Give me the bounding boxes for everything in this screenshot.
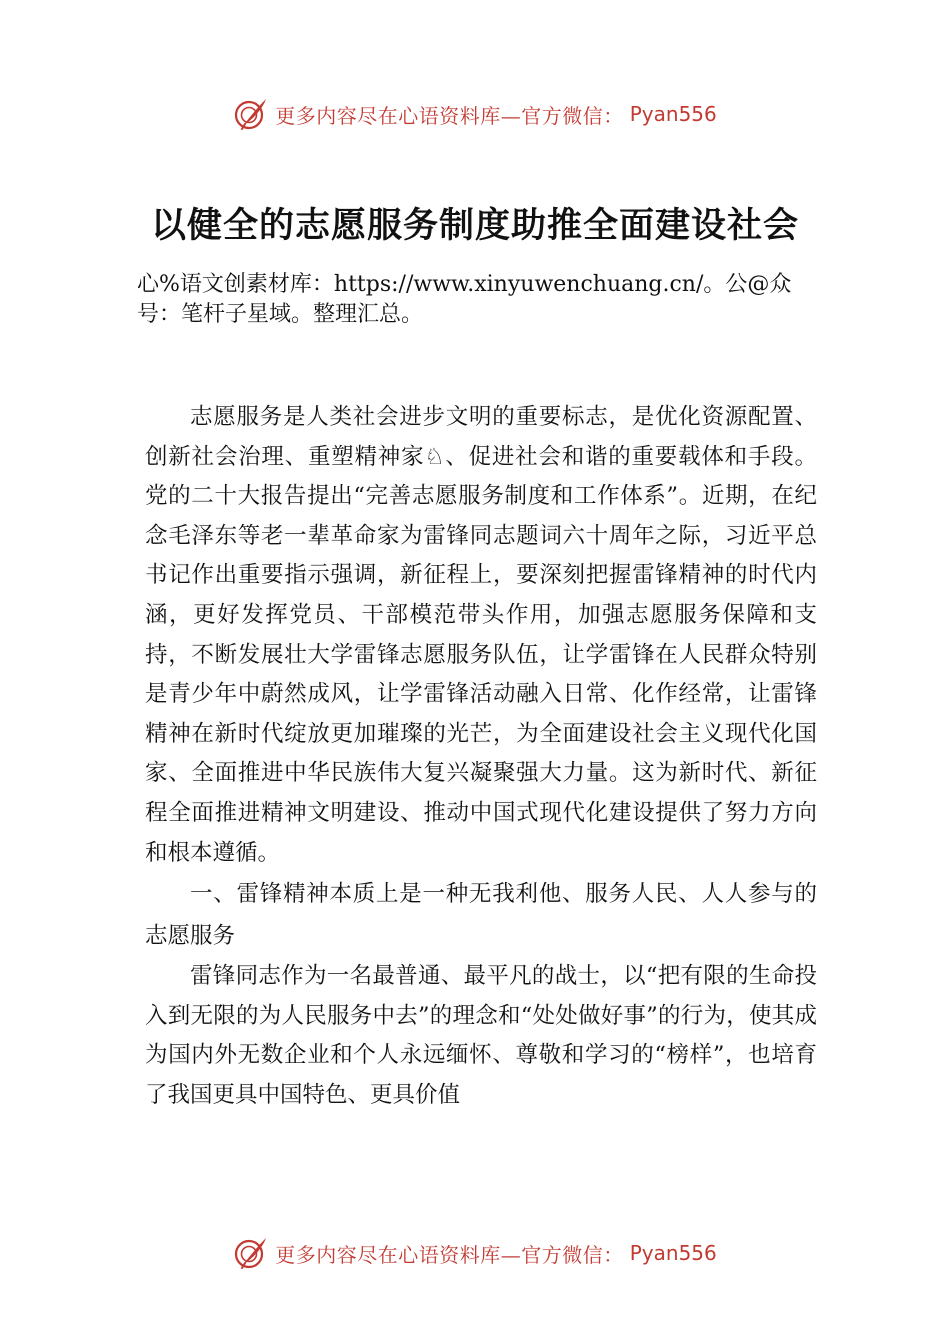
banner-text: 更多内容尽在心语资料库—官方微信： bbox=[275, 103, 624, 128]
source-line: 心%语文创素材库：https://www.xinyuwenchuang.cn/。公@众号：笔杆子星域。整理汇总。 bbox=[137, 272, 792, 327]
banner-wechat-id: Pyan556 bbox=[629, 1241, 717, 1265]
body-paragraph: 雷锋同志作为一名最普通、最平凡的战士，以“把有限的生命投入到无限的为人民服务中去”的理念和“处处做好事”的行为，使其成为国内外无数企业和个人永远缅怀、尊敬和学习的“榜样”，也培育了我国更具中国特色、更具价值 bbox=[145, 963, 817, 1108]
header-banner bbox=[0, 94, 950, 134]
body-paragraph: 志愿服务是人类社会进步文明的重要标志，是优化资源配置、创新社会治理、重塑精神家♘、促进社会和谐的重要载体和手段。党的二十大报告提出“完善志愿服务制度和工作体系”。近期，在纪念毛泽东等老一辈革命家为雷锋同志题词六十周年之际，习近平总书记作出重要指示强调，新征程上，要深刻把握雷锋精神的时代内涵，更好发挥党员、干部模范带头作用，加强志愿服务保障和支持，不断发展壮大学雷锋志愿服务队伍，让学雷锋在人民群众特别是青少年中蔚然成风，让学雷锋活动融入日常、化作经常，让雷锋精神在新时代绽放更加璀璨的光芒，为全面建设社会主义现代化国家、全面推进中华民族伟大复兴凝聚强大力量。这为新时代、新征程全面推进精神文明建设、推动中国式现代化建设提供了努力方向和根本遵循。 bbox=[145, 404, 817, 866]
quill-logo-icon bbox=[233, 96, 269, 132]
quill-logo-icon bbox=[233, 1235, 269, 1271]
footer-banner bbox=[0, 1233, 950, 1273]
document-title: 以健全的志愿服务制度助推全面建设社会 bbox=[150, 205, 799, 246]
banner-text: 更多内容尽在心语资料库—官方微信： bbox=[275, 1242, 624, 1267]
banner-wechat-id: Pyan556 bbox=[629, 102, 717, 126]
document-body bbox=[145, 398, 817, 1116]
section-heading: 一、雷锋精神本质上是一种无我利他、服务人民、人人参与的志愿服务 bbox=[145, 881, 817, 950]
